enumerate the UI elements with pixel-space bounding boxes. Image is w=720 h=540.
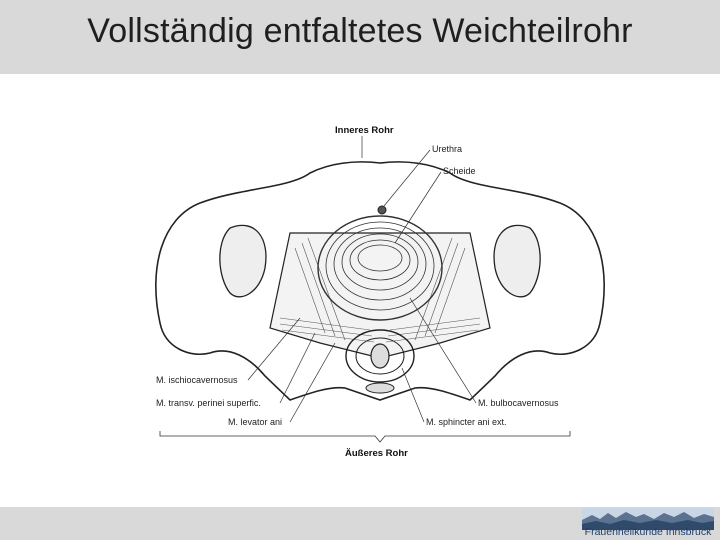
label-urethra: Urethra	[432, 144, 463, 154]
title-bar	[0, 0, 720, 74]
urethra-opening	[378, 206, 386, 214]
label-bulbocavernosus: M. bulbocavernosus	[478, 398, 559, 408]
muscle-floor	[270, 233, 490, 358]
label-scheide: Scheide	[443, 166, 476, 176]
right-obturator-foramen	[494, 225, 540, 296]
label-levator-ani: M. levator ani	[228, 417, 283, 427]
institution-logo	[582, 508, 714, 539]
pelvic-floor-illustration	[140, 118, 620, 468]
slide-title: Vollständig entfaltetes Weichteilrohr	[87, 12, 633, 50]
coccyx	[366, 383, 394, 393]
label-inneres-rohr: Inneres Rohr	[335, 125, 394, 136]
label-sphincter-ani: M. sphincter ani ext.	[426, 417, 507, 427]
anal-sphincter	[346, 330, 414, 382]
left-obturator-foramen	[220, 225, 266, 296]
outer-brace	[160, 431, 570, 442]
label-aeusseres-rohr: Äußeres Rohr	[345, 448, 408, 459]
anatomy-figure	[140, 118, 620, 468]
logo-text: Frauenheilkunde Innsbruck	[584, 526, 712, 538]
label-ischiocavernosus: M. ischiocavernosus	[156, 375, 238, 385]
label-transv-perinei: M. transv. perinei superfic.	[156, 398, 261, 408]
